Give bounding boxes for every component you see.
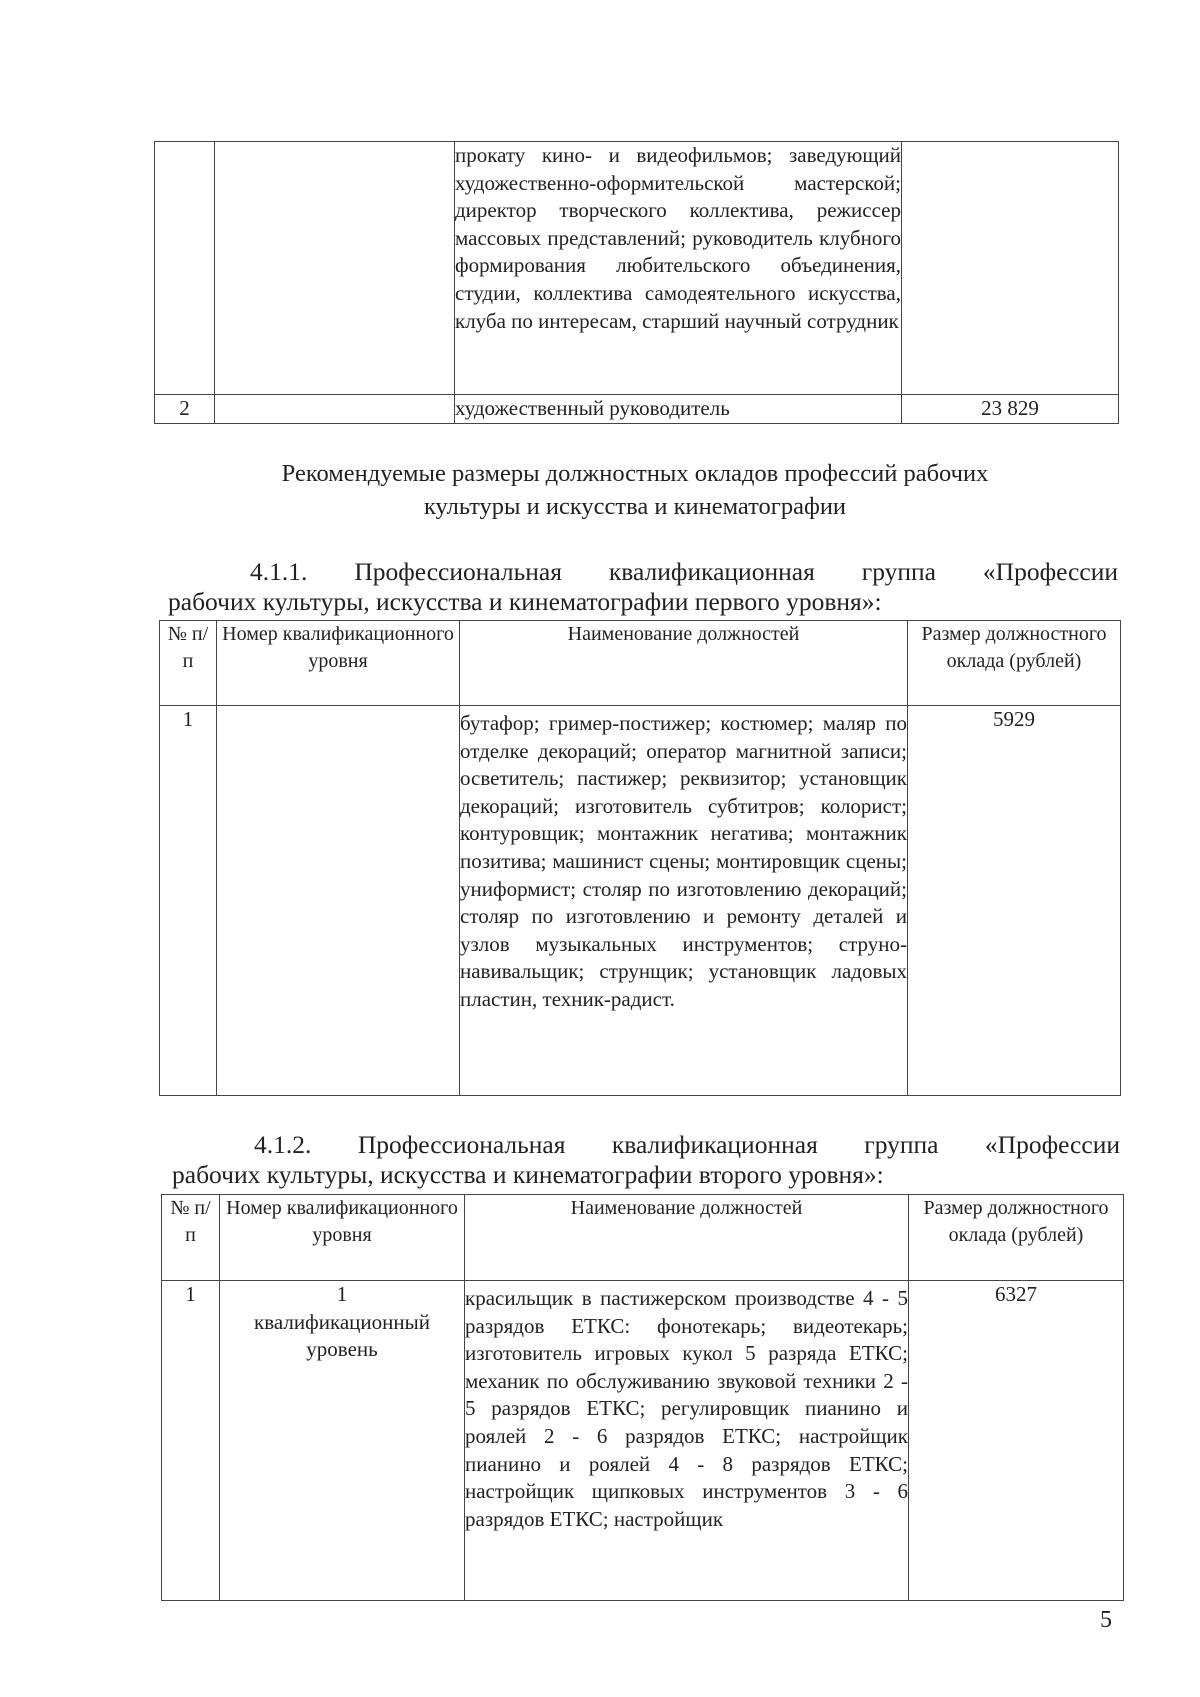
level-cell bbox=[215, 142, 455, 395]
header-salary: Размер должностного оклада (рублей) bbox=[908, 621, 1121, 706]
num-cell bbox=[155, 142, 215, 395]
level-cell bbox=[220, 1281, 465, 1601]
table-row bbox=[162, 1281, 1124, 1601]
header-positions: Наименование должностей bbox=[460, 621, 908, 706]
table-row bbox=[155, 395, 1119, 424]
positions-cell: художественный руководитель bbox=[455, 395, 902, 424]
salary-cell: 23 829 bbox=[902, 395, 1119, 424]
level-number: 1 bbox=[336, 1282, 348, 1306]
header-salary: Размер должностного оклада (рублей) bbox=[909, 1195, 1124, 1281]
subsection-line-1: 4.1.2. Профессиональная квалификационная группа «Профессии bbox=[254, 1130, 1120, 1159]
salary-cell bbox=[902, 142, 1119, 395]
subsection-line-2: рабочих культуры, искусства и кинематографии второго уровня»: bbox=[172, 1160, 884, 1189]
num-cell: 1 bbox=[162, 1281, 220, 1601]
num-cell: 2 bbox=[155, 395, 215, 424]
header-num: № п/п bbox=[162, 1195, 220, 1281]
subsection-4-1-2-title bbox=[172, 1130, 1120, 1190]
positions-cell: красильщик в пастижерском производстве 4 - 5 разрядов ЕТКС: фонотекарь; видеотекарь; изготовитель игровых кукол 5 разряда ЕТКС; механик по обслуживанию звуковой техники 2 - 5 разрядов ЕТКС; регулировщик пианино и роялей 2 - 6 разрядов ЕТКС; настройщик пианино и роялей 4 - 8 разрядов ЕТКС; настройщик щипковых инструментов 3 - 6 разрядов ЕТКС; настройщик bbox=[465, 1281, 909, 1601]
salary-cell: 5929 bbox=[908, 706, 1121, 1096]
positions-cell: прокату кино- и видеофильмов; заведующий художественно-оформительской мастерской; директор творческого коллектива, режиссер массовых представлений; руководитель клубного формирования любительского объединения, студии, коллектива самодеятельного искусства, клуба по интересам, старший научный сотрудник bbox=[455, 142, 902, 395]
table-header-row bbox=[160, 621, 1121, 706]
heading-line-2: культуры и искусства и кинематографии bbox=[423, 493, 847, 520]
header-positions: Наименование должностей bbox=[465, 1195, 909, 1281]
level-label: квалификационный уровень bbox=[254, 1309, 430, 1362]
salary-cell: 6327 bbox=[909, 1281, 1124, 1601]
header-level: Номер квалификационного уровня bbox=[220, 1195, 465, 1281]
table-header-row bbox=[162, 1195, 1124, 1281]
positions-cell: бутафор; гример-постижер; костюмер; маляр по отделке декораций; оператор магнитной записи; осветитель; пастижер; реквизитор; установщик декораций; изготовитель субтитров; колорист; контуровщик; монтажник негатива; монтажник позитива; машинист сцены; монтировщик сцены; униформист; столяр по изготовлению декораций; столяр по изготовлению и ремонту деталей и узлов музыкальных инструментов; струно-навивальщик; струнщик; установщик ладовых пластин, техник-радист. bbox=[460, 706, 908, 1096]
table-top bbox=[154, 141, 1119, 424]
subsection-line-2: рабочих культуры, искусства и кинематографии первого уровня»: bbox=[168, 587, 882, 616]
level-cell bbox=[215, 395, 455, 424]
subsection-line-1: 4.1.1. Профессиональная квалификационная группа «Профессии bbox=[250, 557, 1118, 586]
section-heading bbox=[150, 457, 1120, 523]
num-cell: 1 bbox=[160, 706, 217, 1096]
table-row bbox=[155, 142, 1119, 395]
header-num: № п/п bbox=[160, 621, 217, 706]
header-level: Номер квалификационного уровня bbox=[217, 621, 460, 706]
table-4-1-1 bbox=[159, 620, 1121, 1096]
page-number: 5 bbox=[1100, 1607, 1112, 1633]
table-row bbox=[160, 706, 1121, 1096]
heading-line-1: Рекомендуемые размеры должностных окладов профессий рабочих bbox=[281, 460, 989, 487]
subsection-4-1-1-title bbox=[168, 557, 1118, 617]
table-4-1-2 bbox=[161, 1194, 1124, 1601]
level-cell bbox=[217, 706, 460, 1096]
